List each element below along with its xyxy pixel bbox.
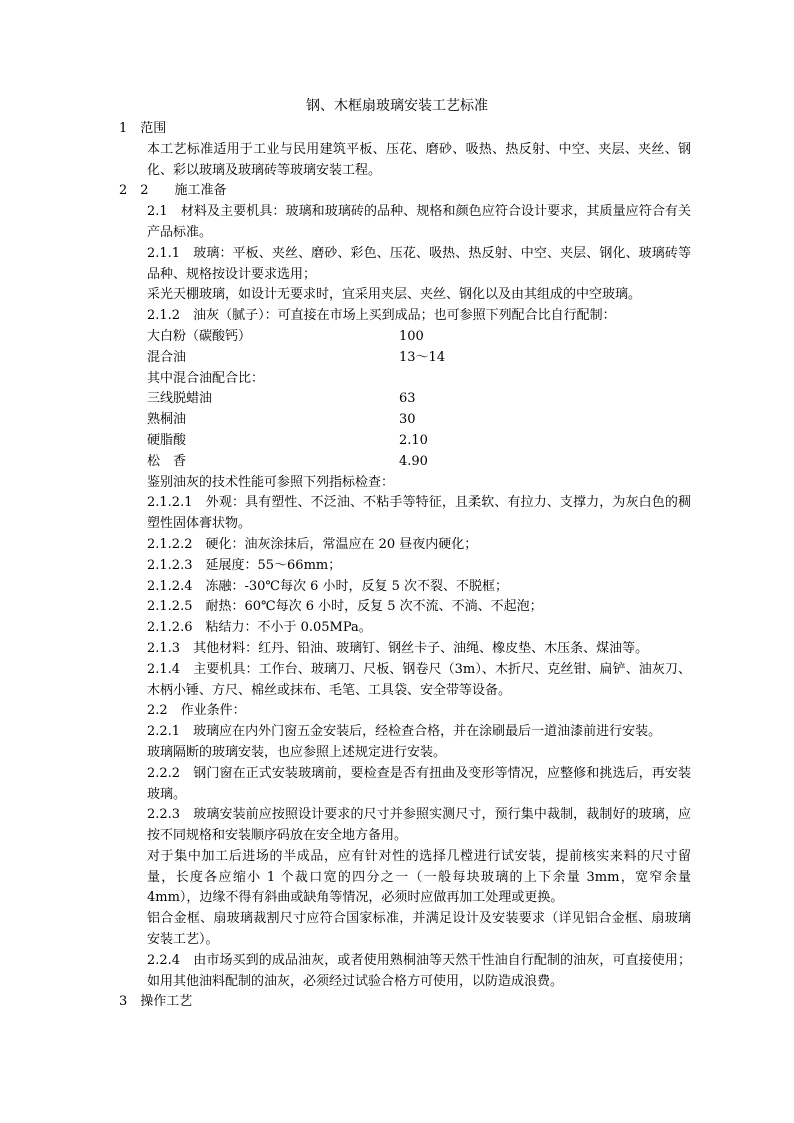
paragraph: 对于集中加工后进场的半成品，应有针对性的选择几樘进行试安装，提前核实来料的尺寸留量，长度各应缩小 1 个裁口宽的四分之一（一般每块玻璃的上下余量 3mm，宽窄余量 4mm），边缘不得有斜曲或缺角等情况，必须时应做再加工处理或更换。 [147, 848, 691, 906]
paragraph: 2.2.3 玻璃安装前应按照设计要求的尺寸并参照实测尺寸，预行集中裁制，裁制好的玻璃，应按不同规格和安装顺序码放在安全地方备用。 [147, 807, 691, 844]
ingredient-value: 4.90 [399, 453, 428, 469]
paragraph: 2.2 作业条件： [147, 703, 246, 719]
paragraph: 2.1.2.3 延展度：55～66mm； [147, 557, 342, 573]
paragraph: 2.1.4 主要机具：工作台、玻璃刀、尺板、钢卷尺（3m）、木折尺、克丝钳、扁铲、油灰刀、木柄小锤、方尺、棉丝或抹布、毛笔、工具袋、安全带等设备。 [147, 661, 691, 698]
document-body [119, 119, 691, 1013]
paragraph: 本工艺标准适用于工业与民用建筑平板、压花、磨砂、吸热、热反射、中空、夹层、夹丝、钢化、彩以玻璃及玻璃砖等玻璃安装工程。 [147, 141, 691, 178]
ingredient-value: 2.10 [399, 432, 428, 448]
mix-oil-table-row [119, 410, 691, 431]
document-title: 钢、木框扇玻璃安装工艺标准 [306, 98, 488, 114]
ingredient-name: 大白粉（碳酸钙） [147, 328, 252, 344]
paragraph: 2.2.1 玻璃应在内外门窗五金安装后，经检查合格，并在涂刷最后一道油漆前进行安装。 [147, 724, 662, 740]
paragraph: 2.1.2.1 外观：具有塑性、不泛油、不粘手等特征，且柔软、有拉力、支撑力，为灰白色的稠塑性固体膏状物。 [147, 495, 691, 532]
paragraph: 2.1.2.6 粘结力：不小于 0.05MPa。 [147, 620, 372, 636]
paragraph: 2.1.2.4 冻融：-30℃每次 6 小时，反复 5 次不裂、不脱框； [147, 578, 509, 594]
ingredient-name: 混合油 [147, 349, 187, 365]
paragraph: 玻璃隔断的玻璃安装，也应参照上述规定进行安装。 [147, 744, 447, 760]
paragraph: 其中混合油配合比： [147, 370, 265, 386]
section-heading: 2 2 施工准备 [119, 183, 227, 199]
paragraph: 铝合金框、扇玻璃裁割尺寸应符合国家标准，并满足设计及安装要求（详见铝合金框、扇玻璃安装工艺）。 [147, 911, 691, 948]
section-heading: 1 范围 [119, 121, 167, 136]
mix-table-row [119, 348, 691, 369]
ingredient-value: 30 [399, 412, 416, 428]
ingredient-name: 硬脂酸 [147, 432, 187, 448]
paragraph: 2.1.3 其他材料：红丹、铅油、玻璃钉、钢丝卡子、油绳、橡皮垫、木压条、煤油等。 [147, 640, 649, 656]
paragraph: 2.1 材料及主要机具：玻璃和玻璃砖的品种、规格和颜色应符合设计要求，其质量应符合有关产品标准。 [147, 204, 691, 240]
ingredient-name: 松 香 [147, 453, 187, 469]
paragraph: 2.1.2 油灰（腻子）：可直接在市场上买到成品；也可参照下列配合比自行配制： [147, 308, 616, 324]
ingredient-value: 63 [399, 391, 416, 407]
paragraph: 2.2.4 由市场买到的成品油灰，或者使用熟桐油等天然干性油自行配制的油灰，可直接使用；如用其他油料配制的油灰，必须经过试验合格方可使用，以防造成浪费。 [147, 952, 691, 989]
paragraph: 采光天棚玻璃，如设计无要求时，宜采用夹层、夹丝、钢化以及由其组成的中空玻璃。 [147, 287, 642, 303]
ingredient-value: 13～14 [399, 349, 446, 365]
mix-oil-table-row [119, 389, 691, 410]
mix-oil-table-row [119, 431, 691, 452]
mix-oil-table-row [119, 452, 691, 473]
mix-table-row [119, 327, 691, 348]
paragraph: 2.1.2.5 耐热：60℃每次 6 小时，反复 5 次不流、不淌、不起泡； [147, 599, 543, 615]
section-heading: 3 操作工艺 [119, 994, 193, 1010]
ingredient-name: 熟桐油 [147, 412, 187, 428]
ingredient-name: 三线脱蜡油 [147, 391, 213, 407]
paragraph: 2.2.2 钢门窗在正式安装玻璃前，要检查是否有扭曲及变形等情况，应整修和挑选后，再安装玻璃。 [147, 765, 691, 802]
ingredient-value: 100 [399, 328, 424, 344]
paragraph: 2.1.1 玻璃：平板、夹丝、磨砂、彩色、压花、吸热、热反射、中空、夹层、钢化、玻璃砖等品种、规格按设计要求选用； [147, 245, 691, 282]
paragraph: 鉴别油灰的技术性能可参照下列指标检查： [147, 474, 395, 490]
paragraph: 2.1.2.2 硬化：油灰涂抹后，常温应在 20 昼夜内硬化； [147, 536, 478, 552]
